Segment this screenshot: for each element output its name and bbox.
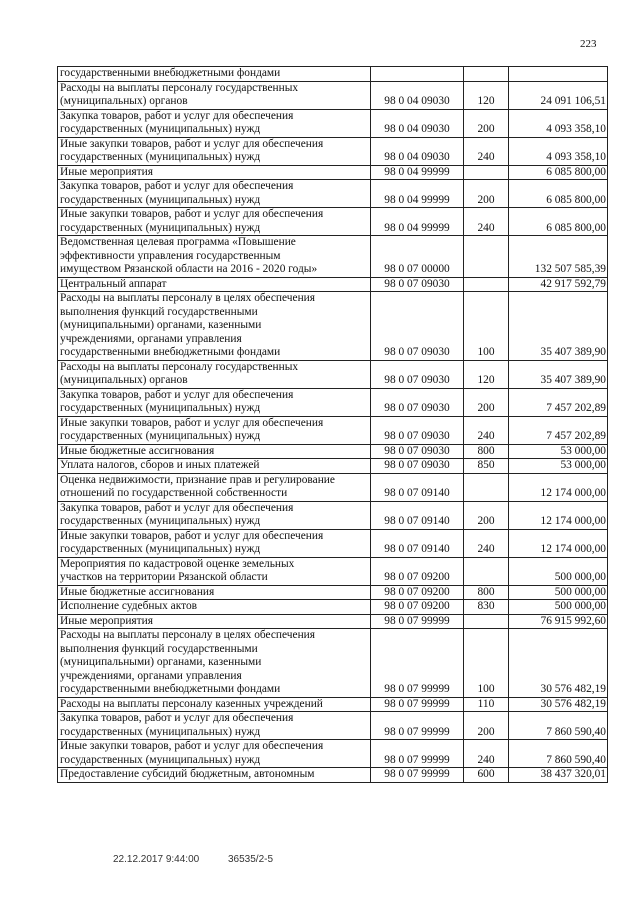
table-row	[58, 236, 608, 278]
row-amount: 500 000,00	[509, 600, 608, 615]
row-name: Расходы на выплаты персоналу государственных (муниципальных) органов	[58, 81, 371, 109]
table-row	[58, 600, 608, 615]
row-name: Оценка недвижимости, признание прав и регулирование отношений по государственной собственности	[58, 473, 371, 501]
row-code: 98 0 07 99999	[371, 629, 464, 698]
row-expense-type: 800	[464, 444, 509, 459]
row-amount: 7 457 202,89	[509, 388, 608, 416]
table-body	[58, 67, 608, 783]
row-code: 98 0 07 09030	[371, 388, 464, 416]
row-amount: 53 000,00	[509, 444, 608, 459]
row-name: Иные бюджетные ассигнования	[58, 585, 371, 600]
row-expense-type: 240	[464, 740, 509, 768]
row-expense-type: 110	[464, 697, 509, 712]
table-row	[58, 529, 608, 557]
row-amount: 4 093 358,10	[509, 109, 608, 137]
row-code: 98 0 07 99999	[371, 712, 464, 740]
row-expense-type: 830	[464, 600, 509, 615]
row-name: Иные закупки товаров, работ и услуг для обеспечения государственных (муниципальных) нужд	[58, 208, 371, 236]
table-row	[58, 388, 608, 416]
row-amount: 35 407 389,90	[509, 360, 608, 388]
row-amount: 38 437 320,01	[509, 768, 608, 783]
row-code: 98 0 07 09030	[371, 444, 464, 459]
row-expense-type: 240	[464, 137, 509, 165]
row-expense-type: 100	[464, 292, 509, 361]
table-row	[58, 416, 608, 444]
row-name: Иные закупки товаров, работ и услуг для обеспечения государственных (муниципальных) нужд	[58, 529, 371, 557]
budget-table	[57, 66, 608, 783]
table-row	[58, 67, 608, 82]
row-code: 98 0 07 99999	[371, 740, 464, 768]
row-name: Закупка товаров, работ и услуг для обеспечения государственных (муниципальных) нужд	[58, 712, 371, 740]
table-row	[58, 277, 608, 292]
row-expense-type: 800	[464, 585, 509, 600]
row-code: 98 0 07 99999	[371, 768, 464, 783]
row-amount: 30 576 482,19	[509, 629, 608, 698]
row-amount: 6 085 800,00	[509, 208, 608, 236]
table-row	[58, 459, 608, 474]
row-expense-type: 200	[464, 109, 509, 137]
row-code: 98 0 07 99999	[371, 697, 464, 712]
row-code: 98 0 04 09030	[371, 137, 464, 165]
row-amount: 132 507 585,39	[509, 236, 608, 278]
row-code: 98 0 04 99999	[371, 180, 464, 208]
row-expense-type: 200	[464, 388, 509, 416]
row-code	[371, 67, 464, 82]
row-expense-type: 100	[464, 629, 509, 698]
row-code: 98 0 07 00000	[371, 236, 464, 278]
row-amount: 7 860 590,40	[509, 712, 608, 740]
row-code: 98 0 07 09140	[371, 501, 464, 529]
row-name: Иные мероприятия	[58, 614, 371, 629]
table-row	[58, 81, 608, 109]
row-name: Закупка товаров, работ и услуг для обеспечения государственных (муниципальных) нужд	[58, 180, 371, 208]
row-code: 98 0 04 09030	[371, 81, 464, 109]
row-expense-type	[464, 277, 509, 292]
row-amount: 6 085 800,00	[509, 165, 608, 180]
footer-date: 22.12.2017 9:44:00	[113, 854, 200, 865]
row-amount: 7 457 202,89	[509, 416, 608, 444]
table-row	[58, 444, 608, 459]
row-amount: 53 000,00	[509, 459, 608, 474]
row-code: 98 0 07 99999	[371, 614, 464, 629]
row-amount: 42 917 592,79	[509, 277, 608, 292]
row-code: 98 0 07 09030	[371, 416, 464, 444]
row-name: Иные закупки товаров, работ и услуг для обеспечения государственных (муниципальных) нужд	[58, 416, 371, 444]
row-expense-type	[464, 473, 509, 501]
row-expense-type	[464, 236, 509, 278]
row-code: 98 0 07 09140	[371, 529, 464, 557]
table-row	[58, 712, 608, 740]
row-expense-type: 200	[464, 180, 509, 208]
table-row	[58, 360, 608, 388]
row-amount: 7 860 590,40	[509, 740, 608, 768]
row-expense-type: 120	[464, 360, 509, 388]
table-row	[58, 165, 608, 180]
row-code: 98 0 07 09030	[371, 277, 464, 292]
row-code: 98 0 07 09030	[371, 360, 464, 388]
row-code: 98 0 07 09200	[371, 600, 464, 615]
row-name: Предоставление субсидий бюджетным, автономным	[58, 768, 371, 783]
table-row	[58, 629, 608, 698]
row-code: 98 0 07 09200	[371, 585, 464, 600]
row-name: Иные мероприятия	[58, 165, 371, 180]
row-name: Центральный аппарат	[58, 277, 371, 292]
row-amount: 76 915 992,60	[509, 614, 608, 629]
row-amount: 12 174 000,00	[509, 529, 608, 557]
table-row	[58, 740, 608, 768]
row-code: 98 0 07 09030	[371, 292, 464, 361]
row-name: Иные закупки товаров, работ и услуг для обеспечения государственных (муниципальных) нужд	[58, 137, 371, 165]
row-name: Закупка товаров, работ и услуг для обеспечения государственных (муниципальных) нужд	[58, 501, 371, 529]
table-row	[58, 614, 608, 629]
row-name: Уплата налогов, сборов и иных платежей	[58, 459, 371, 474]
row-code: 98 0 07 09140	[371, 473, 464, 501]
row-name: Иные бюджетные ассигнования	[58, 444, 371, 459]
row-expense-type: 600	[464, 768, 509, 783]
row-amount: 30 576 482,19	[509, 697, 608, 712]
row-expense-type	[464, 614, 509, 629]
row-name: Исполнение судебных актов	[58, 600, 371, 615]
row-name: Расходы на выплаты персоналу казенных учреждений	[58, 697, 371, 712]
row-name: Мероприятия по кадастровой оценке земельных участков на территории Рязанской области	[58, 557, 371, 585]
row-expense-type: 200	[464, 501, 509, 529]
row-code: 98 0 04 09030	[371, 109, 464, 137]
table-row	[58, 473, 608, 501]
row-name: государственными внебюджетными фондами	[58, 67, 371, 82]
row-expense-type: 120	[464, 81, 509, 109]
row-amount: 35 407 389,90	[509, 292, 608, 361]
row-name: Ведомственная целевая программа «Повышение эффективности управления государственным имуществом Рязанской области на 2016 - 2020 годы»	[58, 236, 371, 278]
row-name: Закупка товаров, работ и услуг для обеспечения государственных (муниципальных) нужд	[58, 388, 371, 416]
row-expense-type: 240	[464, 416, 509, 444]
row-expense-type: 200	[464, 712, 509, 740]
row-amount: 12 174 000,00	[509, 473, 608, 501]
row-expense-type: 240	[464, 208, 509, 236]
table-row	[58, 180, 608, 208]
row-name: Расходы на выплаты персоналу в целях обеспечения выполнения функций государственными (муниципальными) органами, казенными учреждениями, органами управления государственными внебюджетными фондами	[58, 629, 371, 698]
page-number: 223	[580, 38, 597, 50]
row-name: Закупка товаров, работ и услуг для обеспечения государственных (муниципальных) нужд	[58, 109, 371, 137]
table-row	[58, 137, 608, 165]
footer-doc-id: 36535/2-5	[228, 854, 274, 865]
row-amount: 6 085 800,00	[509, 180, 608, 208]
row-name: Расходы на выплаты персоналу государственных (муниципальных) органов	[58, 360, 371, 388]
row-amount: 24 091 106,51	[509, 81, 608, 109]
table-row	[58, 768, 608, 783]
table-row	[58, 585, 608, 600]
row-amount: 4 093 358,10	[509, 137, 608, 165]
row-amount: 500 000,00	[509, 585, 608, 600]
row-expense-type	[464, 165, 509, 180]
row-name: Иные закупки товаров, работ и услуг для обеспечения государственных (муниципальных) нужд	[58, 740, 371, 768]
row-expense-type	[464, 557, 509, 585]
table-row	[58, 208, 608, 236]
row-code: 98 0 04 99999	[371, 165, 464, 180]
table-row	[58, 697, 608, 712]
row-expense-type: 240	[464, 529, 509, 557]
table-row	[58, 109, 608, 137]
row-code: 98 0 07 09030	[371, 459, 464, 474]
row-expense-type	[464, 67, 509, 82]
table-row	[58, 501, 608, 529]
table-row	[58, 292, 608, 361]
table-row	[58, 557, 608, 585]
row-name: Расходы на выплаты персоналу в целях обеспечения выполнения функций государственными (муниципальными) органами, казенными учреждениями, органами управления государственными внебюджетными фондами	[58, 292, 371, 361]
row-code: 98 0 04 99999	[371, 208, 464, 236]
row-code: 98 0 07 09200	[371, 557, 464, 585]
row-expense-type: 850	[464, 459, 509, 474]
row-amount: 12 174 000,00	[509, 501, 608, 529]
row-amount: 500 000,00	[509, 557, 608, 585]
row-amount	[509, 67, 608, 82]
